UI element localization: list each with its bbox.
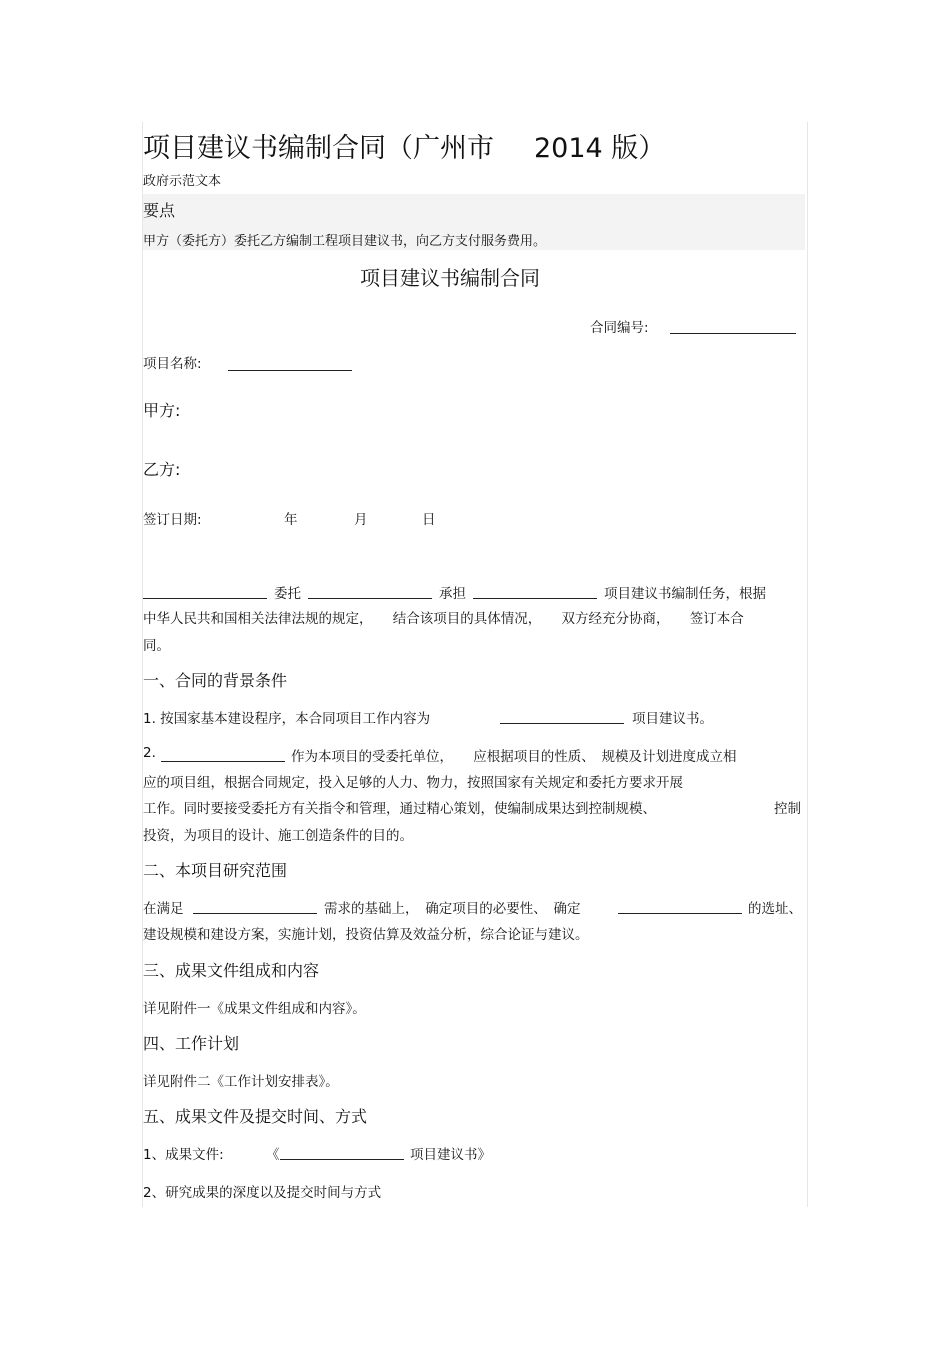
contract-number-blank <box>670 318 796 334</box>
document-title <box>143 126 665 165</box>
intro-undertake: 承担 <box>439 586 466 602</box>
intro-blank-2 <box>308 583 432 599</box>
section-5-heading: 五、成果文件及提交时间、方式 <box>143 1107 368 1126</box>
section-1-p1-b: 项目建议书。 <box>632 711 713 727</box>
section-2-blank-1 <box>193 898 317 914</box>
section-5-item-1-close: 项目建议书》 <box>410 1147 491 1163</box>
section-1-p2-line-4: 投资，为项目的设计、施工创造条件的目的。 <box>143 828 413 844</box>
section-4-text: 详见附件二《工作计划安排表》。 <box>143 1074 339 1090</box>
signing-year: 年 <box>284 512 298 528</box>
document-subtitle: 政府示范文本 <box>143 174 222 189</box>
section-2-line-2: 建设规模和建设方案，实施计划，投资估算及效益分析，综合论证与建议。 <box>143 927 589 943</box>
title-year: 2014 版） <box>534 133 666 164</box>
intro-blank-3 <box>473 583 597 599</box>
section-4-heading: 四、工作计划 <box>143 1034 240 1053</box>
intro-task: 项目建议书编制任务，根据 <box>604 586 766 602</box>
intro-blank-1 <box>143 583 267 599</box>
section-5-item-1-blank <box>280 1144 404 1160</box>
signing-date-label: 签订日期: <box>143 512 202 528</box>
section-1-p2-num: 2. <box>143 745 156 761</box>
section-3-text: 详见附件一《成果文件组成和内容》。 <box>143 1001 366 1017</box>
party-a-label: 甲方: <box>143 401 181 420</box>
section-5-item-1-label: 1、成果文件: <box>143 1147 224 1163</box>
section-1-p2-a: 作为本项目的受委托单位， 应根据项目的性质、 规模及计划进度成立相 <box>291 749 737 765</box>
section-1-p2-line-2: 应的项目组，根据合同规定，投入足够的人力、物力，按照国家有关规定和委托方要求开展 <box>143 775 683 791</box>
section-2-blank-2 <box>618 898 742 914</box>
key-points-heading: 要点 <box>143 201 176 220</box>
section-1-p2-blank <box>161 746 285 762</box>
section-3-heading: 三、成果文件组成和内容 <box>143 961 320 980</box>
signing-day: 日 <box>422 512 436 528</box>
section-2-line-1c: 的选址、 <box>748 901 802 917</box>
title-main: 项目建议书编制合同（广州市 <box>143 133 494 164</box>
section-1-p1-a: 1. 按国家基本建设程序，本合同项目工作内容为 <box>143 711 431 727</box>
section-1-p2-line-3a: 工作。同时要接受委托方有关指令和管理，通过精心策划，使编制成果达到控制规模、 <box>143 801 656 817</box>
section-2-heading: 二、本项目研究范围 <box>143 861 288 880</box>
intro-entrust: 委托 <box>274 586 301 602</box>
section-2-line-1a: 在满足 <box>143 901 184 917</box>
section-1-p2-line-3b: 控制 <box>774 801 801 817</box>
intro-line-2: 中华人民共和国相关法律法规的规定， 结合该项目的具体情况， 双方经充分协商， 签订本合 <box>143 611 744 627</box>
key-points-text: 甲方（委托方）委托乙方编制工程项目建议书，向乙方支付服务费用。 <box>143 234 547 249</box>
contract-number-label: 合同编号: <box>590 320 649 336</box>
section-5-item-2: 2、研究成果的深度以及提交时间与方式 <box>143 1185 382 1201</box>
signing-month: 月 <box>354 512 368 528</box>
project-name-label: 项目名称: <box>143 356 202 372</box>
contract-title: 项目建议书编制合同 <box>360 266 540 290</box>
intro-line-3: 同。 <box>143 638 170 654</box>
section-1-p1-blank <box>500 708 624 724</box>
project-name-blank <box>228 355 352 371</box>
section-1-heading: 一、合同的背景条件 <box>143 671 288 690</box>
section-2-line-1b: 需求的基础上， 确定项目的必要性、 确定 <box>324 901 581 917</box>
party-b-label: 乙方: <box>143 460 181 479</box>
section-5-item-1-open: 《 <box>266 1147 280 1163</box>
